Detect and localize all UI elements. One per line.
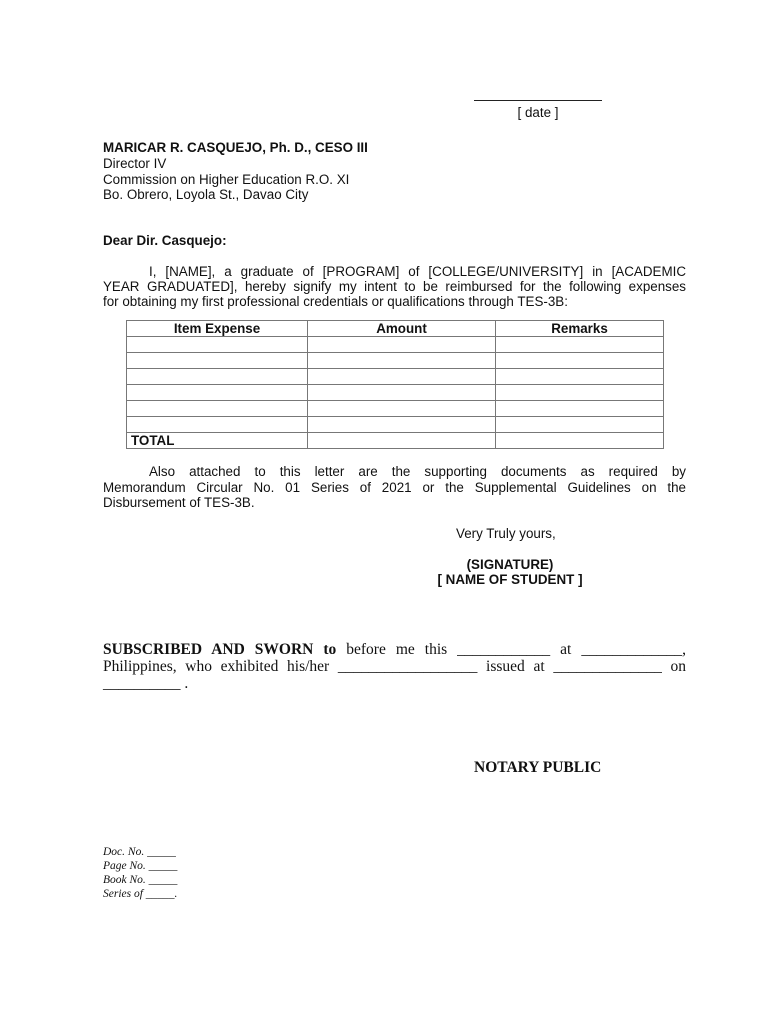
table-row <box>127 385 664 401</box>
remarks-cell[interactable] <box>496 401 664 417</box>
attached-line-2: Memorandum Circular No. 01 Series of 2021 or the Supplemental Guidelines on the <box>103 480 686 495</box>
remarks-cell[interactable] <box>496 369 664 385</box>
header-item-expense: Item Expense <box>127 321 308 337</box>
table-total-row <box>127 433 664 449</box>
total-label: TOTAL <box>127 433 308 449</box>
jurat-line-1-rest: before me this ____________ at _____________, <box>346 641 686 658</box>
jurat-line-3: __________ . <box>103 675 189 692</box>
amount-cell[interactable] <box>308 401 496 417</box>
jurat-line-1 <box>103 641 686 659</box>
salutation: Dear Dir. Casquejo: <box>103 233 227 248</box>
table-row <box>127 369 664 385</box>
doc-no: Doc. No. _____ <box>103 846 176 858</box>
signature-placeholder: (SIGNATURE) <box>466 557 554 572</box>
header-amount: Amount <box>308 321 496 337</box>
date-blank-line <box>474 100 602 101</box>
amount-cell[interactable] <box>308 417 496 433</box>
item-cell[interactable] <box>127 417 308 433</box>
book-no: Book No. _____ <box>103 874 178 886</box>
attached-line-3: Disbursement of TES-3B. <box>103 495 255 510</box>
table-row <box>127 401 664 417</box>
item-cell[interactable] <box>127 337 308 353</box>
total-remarks-cell[interactable] <box>496 433 664 449</box>
item-cell[interactable] <box>127 353 308 369</box>
recipient-address: Bo. Obrero, Loyola St., Davao City <box>103 187 309 202</box>
total-amount-cell[interactable] <box>308 433 496 449</box>
recipient-office: Commission on Higher Education R.O. XI <box>103 172 350 187</box>
student-name-placeholder: [ NAME OF STUDENT ] <box>437 572 583 587</box>
table-row <box>127 337 664 353</box>
item-cell[interactable] <box>127 369 308 385</box>
table-row <box>127 353 664 369</box>
item-cell[interactable] <box>127 385 308 401</box>
valediction: Very Truly yours, <box>456 526 556 541</box>
item-cell[interactable] <box>127 401 308 417</box>
date-label: [ date ] <box>517 105 559 120</box>
amount-cell[interactable] <box>308 385 496 401</box>
jurat-line-2: Philippines, who exhibited his/her __________________ issued at ______________ on <box>103 658 686 675</box>
expense-table <box>126 320 664 449</box>
table-row <box>127 417 664 433</box>
recipient-title: Director IV <box>103 156 167 171</box>
amount-cell[interactable] <box>308 353 496 369</box>
amount-cell[interactable] <box>308 369 496 385</box>
remarks-cell[interactable] <box>496 417 664 433</box>
remarks-cell[interactable] <box>496 385 664 401</box>
intro-line-1: I, [NAME], a graduate of [PROGRAM] of [COLLEGE/UNIVERSITY] in [ACADEMIC <box>149 264 686 279</box>
attached-line-1: Also attached to this letter are the supporting documents as required by <box>149 464 686 479</box>
notary-register-block <box>103 845 177 901</box>
notary-public-title: NOTARY PUBLIC <box>474 759 602 776</box>
page-no: Page No. _____ <box>103 860 178 872</box>
recipient-name: MARICAR R. CASQUEJO, Ph. D., CESO III <box>103 140 368 155</box>
remarks-cell[interactable] <box>496 353 664 369</box>
intro-line-3: for obtaining my first professional credentials or qualifications through TES-3B: <box>103 294 568 309</box>
jurat-bold: SUBSCRIBED AND SWORN to <box>103 641 337 658</box>
header-remarks: Remarks <box>496 321 664 337</box>
table-header-row <box>127 321 664 337</box>
remarks-cell[interactable] <box>496 337 664 353</box>
series-of: Series of _____. <box>103 888 178 900</box>
intro-line-2: YEAR GRADUATED], hereby signify my intent to be reimbursed for the following expenses <box>103 279 686 294</box>
amount-cell[interactable] <box>308 337 496 353</box>
